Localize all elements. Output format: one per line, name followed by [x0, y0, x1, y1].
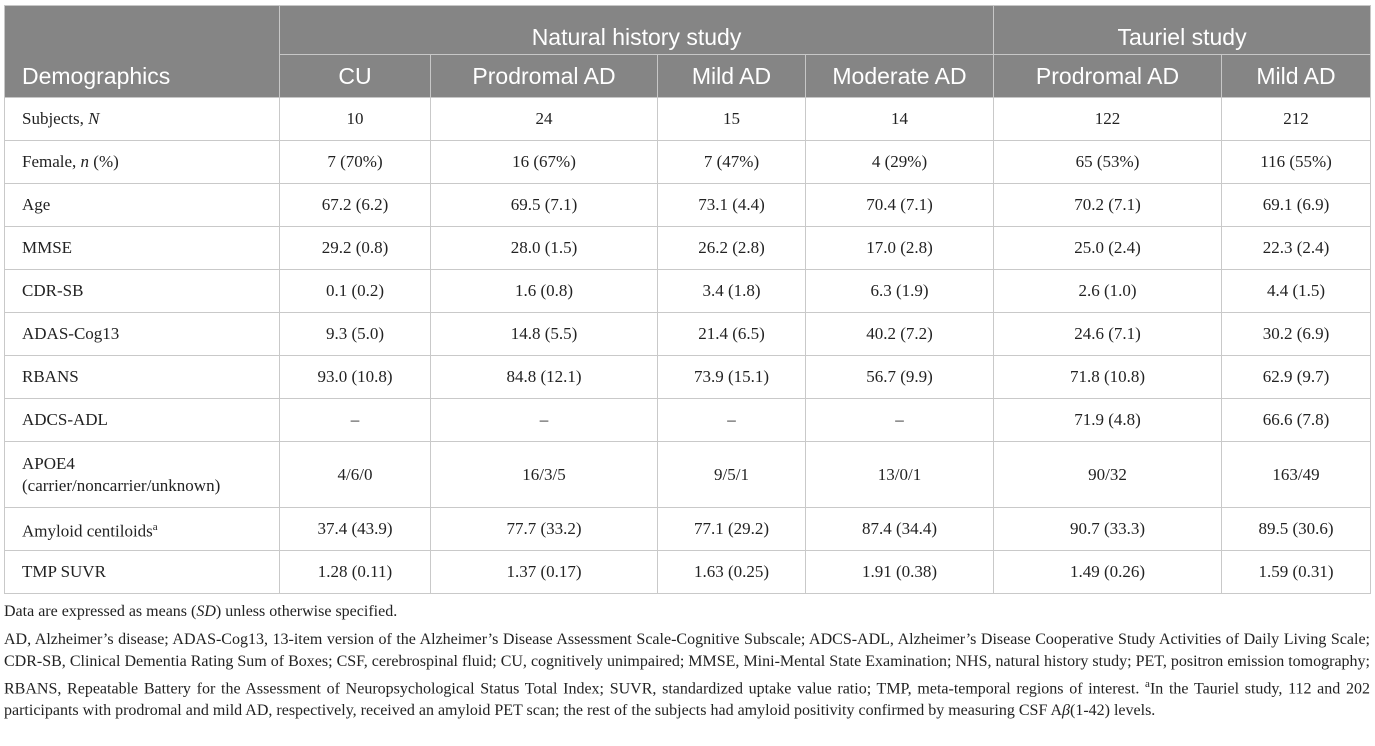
col-header-nhs-mild-ad: Mild AD [658, 55, 806, 98]
notes-abbreviations: AD, Alzheimer’s disease; ADAS-Cog13, 13-item version of the Alzheimer’s Disease Assessment Scale-Cognitive Subscale; ADCS-ADL, Alzheimer’s Disease Cooperative Study Activities of Daily Living Scale; CDR-SB, Clinical Dementia Rating Sum of Boxes; CSF, cerebrospinal fluid; CU, cognitively unimpaired; MMSE, Mini-Mental State Examination; NHS, natural history study; PET, positron emission tomography; RBANS, Repeatable Battery for the Assessment of Neuropsychological Status Total Index; SUVR, standardized uptake value ratio; TMP, meta-temporal regions of interest. $^a$In the Tauriel study, 112 and 202 participants with prodromal and mild AD, respectively, received an amyloid PET scan; the rest of the subjects had amyloid positivity confirmed by measuring CSF Aβ(1-42) levels. [4, 631, 1370, 720]
col-header-nhs-moderate-ad: Moderate AD [806, 55, 994, 98]
table-row [5, 98, 1371, 141]
table-cell: 9.3 (5.0) [280, 313, 431, 356]
table-cell: 22.3 (2.4) [1222, 227, 1371, 270]
table-cell: 7 (47%) [658, 141, 806, 184]
table-cell: 77.1 (29.2) [658, 508, 806, 551]
table-cell: 15 [658, 98, 806, 141]
row-label: TMP SUVR [5, 551, 280, 594]
col-header-tauriel-prodromal-ad: Prodromal AD [994, 55, 1222, 98]
col-header-tauriel-mild-ad: Mild AD [1222, 55, 1371, 98]
table-cell: 3.4 (1.8) [658, 270, 806, 313]
table-cell: 2.6 (1.0) [994, 270, 1222, 313]
table-cell: 1.37 (0.17) [431, 551, 658, 594]
natural-history-study-header: Natural history study [280, 6, 994, 55]
table-cell: 56.7 (9.9) [806, 356, 994, 399]
demographics-table-figure [4, 5, 1370, 722]
table-cell: 0.1 (0.2) [280, 270, 431, 313]
table-cell: 21.4 (6.5) [658, 313, 806, 356]
table-cell: 26.2 (2.8) [658, 227, 806, 270]
table-cell: 122 [994, 98, 1222, 141]
table-cell: – [431, 399, 658, 442]
table-cell: 1.28 (0.11) [280, 551, 431, 594]
row-label: Subjects, N [5, 98, 280, 141]
table-cell: 29.2 (0.8) [280, 227, 431, 270]
table-cell: 40.2 (7.2) [806, 313, 994, 356]
table-cell: 24 [431, 98, 658, 141]
table-cell: 90.7 (33.3) [994, 508, 1222, 551]
table-cell: 66.6 (7.8) [1222, 399, 1371, 442]
table-cell: 16 (67%) [431, 141, 658, 184]
table-cell: 4/6/0 [280, 442, 431, 508]
table-cell: 87.4 (34.4) [806, 508, 994, 551]
demographics-table [4, 5, 1371, 594]
table-cell: 62.9 (9.7) [1222, 356, 1371, 399]
row-label: Amyloid centiloids$^a$ [5, 508, 280, 551]
table-cell: 9/5/1 [658, 442, 806, 508]
row-label: CDR-SB [5, 270, 280, 313]
tauriel-study-header: Tauriel study [994, 6, 1371, 55]
table-cell: 77.7 (33.2) [431, 508, 658, 551]
table-row [5, 508, 1371, 551]
table-cell: 71.8 (10.8) [994, 356, 1222, 399]
table-cell: 1.6 (0.8) [431, 270, 658, 313]
row-label: MMSE [5, 227, 280, 270]
row-label: ADAS-Cog13 [5, 313, 280, 356]
table-cell: 93.0 (10.8) [280, 356, 431, 399]
table-cell: 212 [1222, 98, 1371, 141]
table-cell: 163/49 [1222, 442, 1371, 508]
table-cell: – [658, 399, 806, 442]
table-cell: – [280, 399, 431, 442]
table-cell: 25.0 (2.4) [994, 227, 1222, 270]
table-cell: – [806, 399, 994, 442]
table-cell: 69.1 (6.9) [1222, 184, 1371, 227]
table-row [5, 356, 1371, 399]
col-header-cu: CU [280, 55, 431, 98]
table-cell: 14.8 (5.5) [431, 313, 658, 356]
row-label: Female, n (%) [5, 141, 280, 184]
table-cell: 1.49 (0.26) [994, 551, 1222, 594]
table-cell: 1.91 (0.38) [806, 551, 994, 594]
table-cell: 73.1 (4.4) [658, 184, 806, 227]
demographics-header: Demographics [5, 6, 280, 98]
table-cell: 37.4 (43.9) [280, 508, 431, 551]
table-cell: 84.8 (12.1) [431, 356, 658, 399]
table-cell: 90/32 [994, 442, 1222, 508]
table-cell: 69.5 (7.1) [431, 184, 658, 227]
table-row [5, 399, 1371, 442]
table-cell: 71.9 (4.8) [994, 399, 1222, 442]
table-cell: 24.6 (7.1) [994, 313, 1222, 356]
table-cell: 1.59 (0.31) [1222, 551, 1371, 594]
table-cell: 16/3/5 [431, 442, 658, 508]
table-row [5, 313, 1371, 356]
row-label: APOE4 (carrier/noncarrier/unknown) [5, 442, 280, 508]
table-row [5, 270, 1371, 313]
table-cell: 116 (55%) [1222, 141, 1371, 184]
table-cell: 6.3 (1.9) [806, 270, 994, 313]
row-label: RBANS [5, 356, 280, 399]
notes-summary: Data are expressed as means (SD) unless otherwise specified. [4, 603, 398, 620]
table-cell: 28.0 (1.5) [431, 227, 658, 270]
row-label: ADCS-ADL [5, 399, 280, 442]
table-row [5, 551, 1371, 594]
table-row [5, 442, 1371, 508]
table-cell: 4.4 (1.5) [1222, 270, 1371, 313]
table-cell: 73.9 (15.1) [658, 356, 806, 399]
table-cell: 30.2 (6.9) [1222, 313, 1371, 356]
table-row [5, 184, 1371, 227]
table-cell: 70.2 (7.1) [994, 184, 1222, 227]
col-header-nhs-prodromal-ad: Prodromal AD [431, 55, 658, 98]
group-header-row [5, 6, 1371, 55]
table-cell: 17.0 (2.8) [806, 227, 994, 270]
table-cell: 7 (70%) [280, 141, 431, 184]
table-cell: 14 [806, 98, 994, 141]
table-body [5, 98, 1371, 594]
table-cell: 10 [280, 98, 431, 141]
table-cell: 89.5 (30.6) [1222, 508, 1371, 551]
table-cell: 70.4 (7.1) [806, 184, 994, 227]
table-cell: 1.63 (0.25) [658, 551, 806, 594]
table-cell: 67.2 (6.2) [280, 184, 431, 227]
table-notes [4, 601, 1370, 722]
table-row [5, 227, 1371, 270]
table-row [5, 141, 1371, 184]
table-cell: 4 (29%) [806, 141, 994, 184]
row-label: Age [5, 184, 280, 227]
table-cell: 13/0/1 [806, 442, 994, 508]
table-cell: 65 (53%) [994, 141, 1222, 184]
